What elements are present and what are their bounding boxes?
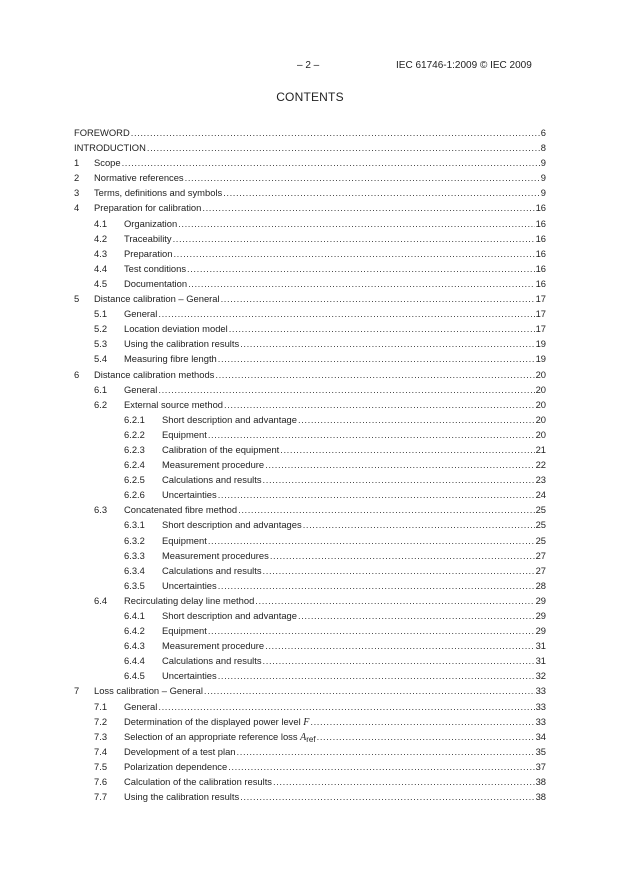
toc-entry-title: FOREWORD bbox=[74, 127, 130, 138]
toc-entry[interactable] bbox=[74, 397, 546, 412]
toc-entry[interactable] bbox=[74, 200, 546, 215]
toc-entry[interactable] bbox=[74, 276, 546, 291]
toc-entry[interactable] bbox=[74, 517, 546, 532]
toc-entry[interactable] bbox=[74, 789, 546, 804]
toc-dot-leader bbox=[229, 321, 535, 336]
toc-entry[interactable] bbox=[74, 321, 546, 336]
toc-entry-number: 6.3.4 bbox=[124, 564, 145, 576]
toc-entry-number: 6.2.5 bbox=[124, 474, 145, 486]
toc-entry-title: Calculations and results bbox=[162, 655, 262, 667]
toc-entry-page: 17 bbox=[535, 293, 546, 305]
toc-entry[interactable] bbox=[74, 578, 546, 593]
contents-title: CONTENTS bbox=[276, 90, 344, 104]
toc-entry-page: 31 bbox=[535, 640, 546, 652]
toc-entry-page: 25 bbox=[535, 504, 546, 516]
toc-dot-leader bbox=[131, 125, 540, 140]
toc-entry-number: 4 bbox=[74, 202, 80, 214]
toc-entry-page: 29 bbox=[535, 594, 546, 606]
toc-entry[interactable] bbox=[74, 744, 546, 759]
toc-entry-number: 7.4 bbox=[94, 745, 108, 757]
math-subscript: ref bbox=[306, 734, 316, 744]
toc-entry-number: 7.7 bbox=[94, 791, 108, 803]
toc-entry-page: 22 bbox=[535, 459, 546, 471]
toc-entry-page: 20 bbox=[535, 428, 546, 440]
toc-dot-leader bbox=[173, 246, 534, 261]
toc-dot-leader bbox=[303, 517, 535, 532]
toc-entry-title: Recirculating delay line method bbox=[124, 594, 255, 606]
toc-entry-title: Equipment bbox=[162, 534, 207, 546]
toc-dot-leader bbox=[280, 442, 534, 457]
toc-entry-page: 9 bbox=[540, 157, 546, 169]
toc-dot-leader bbox=[263, 653, 535, 668]
toc-entry[interactable] bbox=[74, 608, 546, 623]
toc-entry-number: 5.4 bbox=[94, 353, 108, 365]
toc-entry[interactable] bbox=[74, 714, 546, 729]
toc-entry[interactable] bbox=[74, 774, 546, 789]
toc-entry-title: Equipment bbox=[162, 625, 207, 637]
toc-entry-number: 6.3.3 bbox=[124, 549, 145, 561]
toc-dot-leader bbox=[228, 759, 534, 774]
toc-entry-page: 16 bbox=[535, 232, 546, 244]
toc-entry-number: 6.3.1 bbox=[124, 519, 145, 531]
toc-dot-leader bbox=[298, 412, 535, 427]
toc-entry[interactable] bbox=[74, 653, 546, 668]
toc-entry-number: 5.2 bbox=[94, 323, 108, 335]
standard-reference: IEC 61746-1:2009 © IEC 2009 bbox=[396, 60, 532, 71]
toc-entry-title: Calculation of the calibration results bbox=[124, 776, 272, 788]
toc-entry[interactable] bbox=[74, 623, 546, 638]
toc-dot-leader bbox=[255, 593, 534, 608]
toc-entry-page: 29 bbox=[535, 625, 546, 637]
toc-entry-number: 7 bbox=[74, 685, 80, 697]
toc-entry-page: 17 bbox=[535, 323, 546, 335]
toc-entry[interactable] bbox=[74, 729, 546, 744]
toc-entry-title: Test conditions bbox=[124, 262, 187, 274]
toc-entry-title: Concatenated fibre method bbox=[124, 504, 238, 516]
toc-entry[interactable] bbox=[74, 668, 546, 683]
toc-entry-page: 27 bbox=[535, 564, 546, 576]
toc-entry-page: 16 bbox=[535, 262, 546, 274]
toc-entry-number: 6.2.1 bbox=[124, 413, 145, 425]
toc-entry[interactable] bbox=[74, 155, 546, 170]
toc-dot-leader bbox=[221, 291, 535, 306]
toc-entry-page: 23 bbox=[535, 474, 546, 486]
toc-entry-title: Using the calibration results bbox=[124, 338, 240, 350]
toc-entry-title: Equipment bbox=[162, 428, 207, 440]
toc-entry-page: 19 bbox=[535, 353, 546, 365]
toc-dot-leader bbox=[265, 457, 534, 472]
toc-dot-leader bbox=[208, 427, 535, 442]
toc-dot-leader bbox=[270, 548, 535, 563]
toc-dot-leader bbox=[178, 216, 534, 231]
toc-entry-page: 38 bbox=[535, 776, 546, 788]
toc-entry-number: 6 bbox=[74, 368, 80, 380]
toc-dot-leader bbox=[158, 382, 534, 397]
toc-entry-page: 33 bbox=[535, 685, 546, 697]
toc-entry-number: 6.3 bbox=[94, 504, 108, 516]
toc-dot-leader bbox=[273, 774, 535, 789]
toc-entry-title: Using the calibration results bbox=[124, 791, 240, 803]
toc-entry[interactable] bbox=[74, 306, 546, 321]
toc-entry-title: Selection of an appropriate reference loss $A_{ref}$ bbox=[124, 730, 316, 744]
toc-entry-number: 7.1 bbox=[94, 700, 108, 712]
toc-entry-page: 32 bbox=[535, 670, 546, 682]
toc-dot-leader bbox=[263, 563, 535, 578]
toc-entry-number: 7.6 bbox=[94, 776, 108, 788]
toc-entry-page: 25 bbox=[535, 534, 546, 546]
toc-dot-leader bbox=[218, 487, 535, 502]
toc-entry-number: 4.2 bbox=[94, 232, 108, 244]
toc-entry-title: Preparation bbox=[124, 247, 173, 259]
toc-entry[interactable] bbox=[74, 563, 546, 578]
toc-entry-title: Development of a test plan bbox=[124, 745, 236, 757]
toc-entry-page: 31 bbox=[535, 655, 546, 667]
toc-entry-page: 37 bbox=[535, 760, 546, 772]
toc-entry-number: 7.5 bbox=[94, 760, 108, 772]
toc-dot-leader bbox=[202, 200, 534, 215]
toc-dot-leader bbox=[187, 261, 535, 276]
toc-entry[interactable] bbox=[74, 502, 546, 517]
toc-entry-page: 20 bbox=[535, 383, 546, 395]
toc-entry-number: 6.2.3 bbox=[124, 443, 145, 455]
toc-entry-number: 2 bbox=[74, 172, 80, 184]
toc-entry-title: Determination of the displayed power level F bbox=[124, 715, 310, 728]
toc-entry-title: Short description and advantage bbox=[162, 413, 297, 425]
toc-entry-page: 29 bbox=[535, 610, 546, 621]
toc-entry[interactable] bbox=[74, 246, 546, 261]
toc-dot-leader bbox=[218, 578, 535, 593]
toc-entry-title: Scope bbox=[94, 157, 121, 169]
toc-entry[interactable] bbox=[74, 699, 546, 714]
toc-entry-number: 6.4.5 bbox=[124, 670, 145, 682]
page-number: – 2 – bbox=[297, 60, 320, 71]
toc-entry-title: Short description and advantage bbox=[162, 610, 297, 621]
toc-entry-page: 16 bbox=[535, 247, 546, 259]
toc-entry-number: 6.2.4 bbox=[124, 459, 145, 471]
toc-entry[interactable] bbox=[74, 533, 546, 548]
toc-entry-page: 9 bbox=[540, 187, 546, 199]
toc-entry-page: 16 bbox=[535, 217, 546, 229]
toc-entry[interactable] bbox=[74, 412, 546, 427]
toc-entry-number: 6.3.2 bbox=[124, 534, 145, 546]
toc-entry[interactable] bbox=[74, 457, 546, 472]
toc-entry[interactable] bbox=[74, 140, 546, 155]
toc-dot-leader bbox=[158, 699, 534, 714]
toc-entry-title: Measurement procedure bbox=[162, 459, 265, 471]
toc-entry[interactable] bbox=[74, 367, 546, 382]
toc-entry[interactable] bbox=[74, 382, 546, 397]
toc-entry-page: 35 bbox=[535, 745, 546, 757]
table-of-contents bbox=[74, 125, 546, 804]
toc-entry[interactable] bbox=[74, 336, 546, 351]
toc-entry-title: General bbox=[124, 383, 158, 395]
toc-entry[interactable] bbox=[74, 442, 546, 457]
toc-entry-number: 5.3 bbox=[94, 338, 108, 350]
toc-entry-title: Distance calibration methods bbox=[94, 368, 215, 380]
toc-dot-leader bbox=[240, 789, 534, 804]
toc-entry-title: Uncertainties bbox=[162, 670, 217, 682]
toc-dot-leader bbox=[265, 638, 534, 653]
toc-entry[interactable] bbox=[74, 185, 546, 200]
toc-entry-number: 4.5 bbox=[94, 277, 108, 289]
toc-entry-title: Documentation bbox=[124, 277, 188, 289]
toc-entry-page: 8 bbox=[540, 142, 546, 154]
toc-dot-leader bbox=[240, 336, 534, 351]
toc-entry-title: Calculations and results bbox=[162, 564, 262, 576]
toc-entry-title: Preparation for calibration bbox=[94, 202, 202, 214]
toc-entry-title: Terms, definitions and symbols bbox=[94, 187, 223, 199]
toc-entry-number: 6.4.1 bbox=[124, 610, 145, 621]
toc-entry-number: 4.3 bbox=[94, 247, 108, 259]
toc-dot-leader bbox=[158, 306, 534, 321]
toc-entry[interactable] bbox=[74, 427, 546, 442]
toc-entry-page: 20 bbox=[535, 413, 546, 425]
toc-entry-page: 27 bbox=[535, 549, 546, 561]
toc-entry-title: General bbox=[124, 308, 158, 320]
toc-entry-number: 4.4 bbox=[94, 262, 108, 274]
toc-entry-title: Uncertainties bbox=[162, 579, 217, 591]
toc-entry-page: 19 bbox=[535, 338, 546, 350]
toc-entry-title: Measuring fibre length bbox=[124, 353, 217, 365]
toc-entry-page: 33 bbox=[535, 715, 546, 727]
toc-entry[interactable] bbox=[74, 170, 546, 185]
toc-entry-title: Normative references bbox=[94, 172, 184, 184]
toc-dot-leader bbox=[185, 170, 540, 185]
toc-dot-leader bbox=[204, 683, 535, 698]
toc-dot-leader bbox=[223, 185, 540, 200]
toc-entry-page: 21 bbox=[535, 443, 546, 455]
toc-entry-page: 20 bbox=[535, 368, 546, 380]
toc-entry-title: Uncertainties bbox=[162, 489, 217, 501]
toc-entry-number: 5.1 bbox=[94, 308, 108, 320]
toc-entry-title: Calibration of the equipment bbox=[162, 443, 280, 455]
toc-entry[interactable] bbox=[74, 291, 546, 306]
toc-entry-number: 1 bbox=[74, 157, 80, 169]
toc-dot-leader bbox=[173, 231, 535, 246]
toc-entry-number: 7.2 bbox=[94, 715, 108, 727]
toc-entry-number: 6.4.3 bbox=[124, 640, 145, 652]
toc-entry-page: 17 bbox=[535, 308, 546, 320]
toc-dot-leader bbox=[188, 276, 535, 291]
toc-entry-number: 7.3 bbox=[94, 730, 108, 742]
toc-entry-number: 6.4.2 bbox=[124, 625, 145, 637]
toc-entry[interactable] bbox=[74, 231, 546, 246]
toc-entry-number: 3 bbox=[74, 187, 80, 199]
toc-dot-leader bbox=[263, 472, 535, 487]
toc-entry-page: 9 bbox=[540, 172, 546, 184]
toc-entry-number: 6.1 bbox=[94, 383, 108, 395]
toc-entry-title: General bbox=[124, 700, 158, 712]
toc-entry-number: 6.2.6 bbox=[124, 489, 145, 501]
toc-dot-leader bbox=[215, 367, 534, 382]
toc-entry-title: Calculations and results bbox=[162, 474, 262, 486]
toc-entry-number: 6.4 bbox=[94, 594, 108, 606]
toc-entry-title: Organization bbox=[124, 217, 178, 229]
toc-entry-page: 20 bbox=[535, 398, 546, 410]
toc-entry-page: 28 bbox=[535, 579, 546, 591]
toc-dot-leader bbox=[237, 744, 535, 759]
toc-entry[interactable] bbox=[74, 487, 546, 502]
toc-dot-leader bbox=[218, 668, 535, 683]
toc-dot-leader bbox=[208, 533, 535, 548]
toc-entry[interactable] bbox=[74, 548, 546, 563]
toc-dot-leader bbox=[122, 155, 540, 170]
toc-entry-number: 4.1 bbox=[94, 217, 108, 229]
toc-entry-page: 38 bbox=[535, 791, 546, 803]
toc-entry[interactable] bbox=[74, 472, 546, 487]
toc-entry-title: Short description and advantages bbox=[162, 519, 302, 531]
toc-entry-page: 24 bbox=[535, 489, 546, 501]
toc-dot-leader bbox=[317, 729, 535, 744]
toc-entry[interactable] bbox=[74, 216, 546, 231]
toc-entry-title: External source method bbox=[124, 398, 224, 410]
toc-entry-title: Measurement procedure bbox=[162, 640, 265, 652]
toc-dot-leader bbox=[147, 140, 540, 155]
math-variable: F bbox=[303, 716, 310, 728]
toc-entry-title: Measurement procedures bbox=[162, 549, 269, 561]
toc-dot-leader bbox=[224, 397, 535, 412]
toc-entry-number: 6.2 bbox=[94, 398, 108, 410]
toc-entry-page: 6 bbox=[540, 127, 546, 138]
toc-entry[interactable] bbox=[74, 593, 546, 608]
toc-entry-page: 16 bbox=[535, 277, 546, 289]
toc-entry[interactable] bbox=[74, 261, 546, 276]
toc-dot-leader bbox=[238, 502, 534, 517]
toc-entry-number: 5 bbox=[74, 293, 80, 305]
toc-dot-leader bbox=[298, 608, 535, 623]
toc-entry-title: Location deviation model bbox=[124, 323, 228, 335]
toc-entry-number: 6.3.5 bbox=[124, 579, 145, 591]
toc-dot-leader bbox=[310, 714, 534, 729]
toc-entry[interactable] bbox=[74, 125, 546, 140]
toc-entry[interactable] bbox=[74, 683, 546, 698]
toc-dot-leader bbox=[208, 623, 535, 638]
toc-entry-number: 6.4.4 bbox=[124, 655, 145, 667]
toc-entry-title: Distance calibration – General bbox=[94, 293, 220, 305]
toc-entry-page: 33 bbox=[535, 700, 546, 712]
toc-entry-page: 34 bbox=[535, 730, 546, 742]
toc-dot-leader bbox=[218, 351, 535, 366]
toc-entry-page: 16 bbox=[535, 202, 546, 214]
toc-entry-title: Polarization dependence bbox=[124, 760, 228, 772]
toc-entry-page: 25 bbox=[535, 519, 546, 531]
toc-entry-title: Loss calibration – General bbox=[94, 685, 203, 697]
toc-entry-title: Traceability bbox=[124, 232, 172, 244]
toc-entry[interactable] bbox=[74, 759, 546, 774]
toc-entry[interactable] bbox=[74, 351, 546, 366]
math-variable: A bbox=[300, 731, 307, 743]
toc-entry[interactable] bbox=[74, 638, 546, 653]
toc-entry-title: INTRODUCTION bbox=[74, 142, 146, 154]
toc-entry-number: 6.2.2 bbox=[124, 428, 145, 440]
